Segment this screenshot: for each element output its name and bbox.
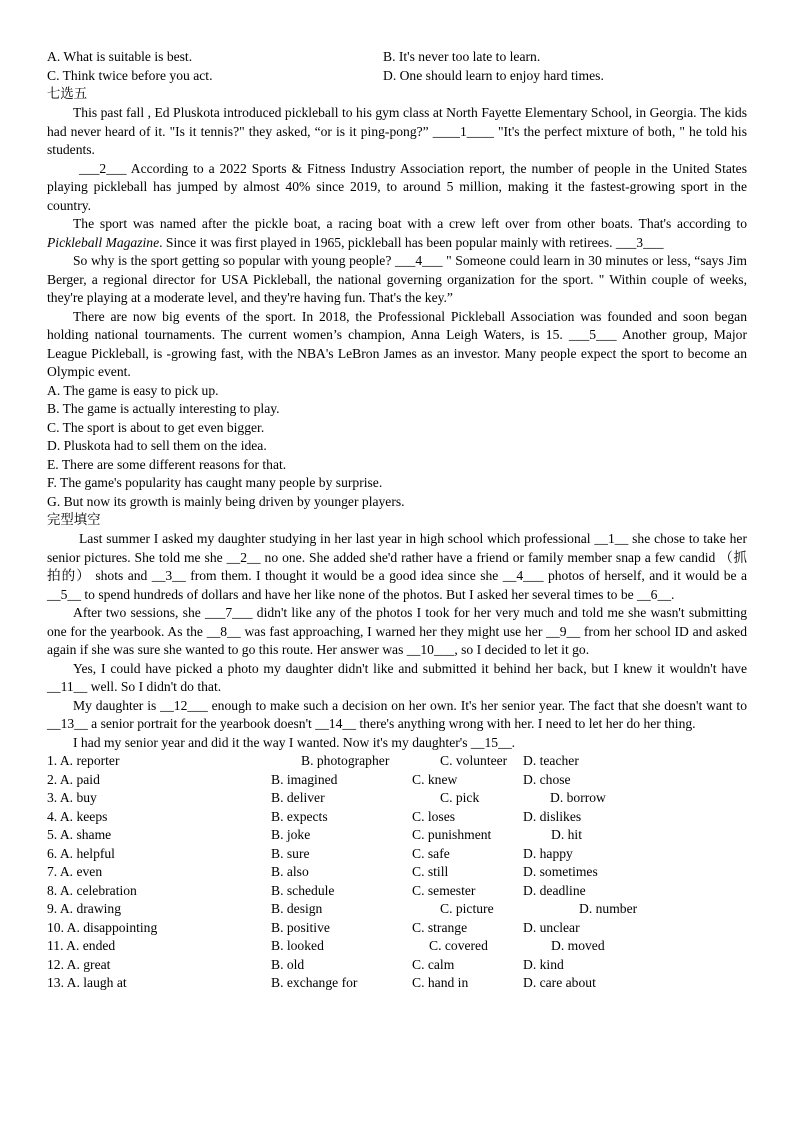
prev-options-row-1	[47, 48, 747, 67]
q1-option-b: B. photographer	[301, 753, 390, 768]
q5-option-a: 5. A. shame	[47, 827, 112, 842]
prev-option-b: B. It's never too late to learn.	[383, 49, 541, 64]
q8-option-a: 8. A. celebration	[47, 882, 137, 898]
question-row-4	[47, 808, 747, 827]
q8-option-c: C. semester	[412, 882, 476, 898]
option-f: F. The game's popularity has caught many people by surprise.	[47, 475, 383, 490]
q9-option-a: 9. A. drawing	[47, 901, 122, 916]
question-row-3	[47, 789, 747, 808]
option-c: C. The sport is about to get even bigger.	[47, 419, 265, 435]
question-row-5	[47, 826, 747, 845]
passage2-paragraph-3: Yes, I could have picked a photo my daughter didn't like and submitted it behind her back, but I knew it wouldn't have __11__ well. So I didn't do that.	[47, 660, 747, 694]
q8-option-b: B. schedule	[271, 882, 335, 898]
q13-option-a: 13. A. laugh at	[47, 975, 127, 990]
passage1-paragraph-3-text-a: The sport was named after the pickle boat, a racing boat with a crew left over from other boats. That's according to	[73, 216, 747, 231]
option-e: E. There are some different reasons for that.	[47, 456, 287, 472]
cloze-question-list	[47, 752, 747, 993]
q5-option-c: C. punishment	[412, 827, 492, 842]
passage1-paragraph-2: ___2___ According to a 2022 Sports & Fitness Industry Association report, the number of people in the United States playing pickleball has jumped by almost 40% since 2019, to around 5 million, making it the fastest-growing sport in the country.	[47, 160, 747, 213]
q7-option-b: B. also	[271, 864, 309, 879]
q12-option-a: 12. A. great	[47, 956, 111, 972]
question-row-12	[47, 956, 747, 975]
passage1-paragraph-5: There are now big events of the sport. In 2018, the Professional Pickleball Association was founded and soon began holding national tournaments. The current women’s champion, Anna Leigh Waters, is 15. ___5___ Another group, Major League Pickleball, is -growing fast, with the NBA's LeBron James as an investor. Many people expect the sport to become an Olympic event.	[47, 308, 747, 379]
q10-option-d: D. unclear	[523, 919, 580, 935]
q1-option-c: C. volunteer	[440, 753, 508, 768]
passage1-paragraph-4: So why is the sport getting so popular with young people? ___4___ " Someone could learn in 30 minutes or less, “says Jim Berger, a regional director for USA Pickleball, the national governing organization for the sport. " Within couple of weeks, they're playing at a moderate level, and they're having fun. That's the key.”	[47, 253, 747, 305]
question-row-8	[47, 882, 747, 901]
question-row-11	[47, 937, 747, 956]
q2-option-c: C. knew	[412, 771, 458, 787]
q5-option-b: B. joke	[271, 827, 311, 842]
q9-option-d: D. number	[579, 901, 638, 916]
q10-option-c: C. strange	[412, 919, 468, 935]
question-row-1	[47, 752, 747, 771]
q2-option-b: B. imagined	[271, 771, 338, 787]
q7-option-a: 7. A. even	[47, 864, 103, 879]
passage2-paragraph-5: I had my senior year and did it the way I wanted. Now it's my daughter's __15__.	[73, 734, 516, 750]
q2-option-d: D. chose	[523, 771, 571, 787]
question-row-6	[47, 845, 747, 864]
q4-option-c: C. loses	[412, 808, 456, 824]
option-b: B. The game is actually interesting to play.	[47, 401, 280, 416]
q8-option-d: D. deadline	[523, 882, 586, 898]
question-row-10	[47, 919, 747, 938]
q11-option-a: 11. A. ended	[47, 938, 116, 953]
magazine-title: Pickleball Magazine	[47, 234, 160, 250]
passage1-paragraph-3	[47, 215, 747, 252]
q3-option-c: C. pick	[440, 790, 480, 805]
q1-option-a: 1. A. reporter	[47, 753, 120, 768]
q9-option-c: C. picture	[440, 901, 494, 916]
q6-option-a: 6. A. helpful	[47, 845, 115, 861]
q12-option-c: C. calm	[412, 956, 455, 972]
q10-option-a: 10. A. disappointing	[47, 919, 158, 935]
q12-option-d: D. kind	[523, 956, 564, 972]
section-heading-cloze: 完型填空	[47, 513, 101, 528]
section-heading-seven-choose-five: 七选五	[47, 87, 88, 102]
q6-option-d: D. happy	[523, 845, 573, 861]
q1-option-d: D. teacher	[523, 753, 579, 768]
question-row-2	[47, 771, 747, 790]
option-a: A. The game is easy to pick up.	[47, 382, 219, 398]
q13-option-d: D. care about	[523, 975, 596, 990]
q3-option-a: 3. A. buy	[47, 790, 97, 805]
q4-option-d: D. dislikes	[523, 808, 582, 824]
option-g: G. But now its growth is mainly being driven by younger players.	[47, 493, 405, 509]
prev-option-a: A. What is suitable is best.	[47, 49, 193, 64]
q6-option-c: C. safe	[412, 845, 450, 861]
q7-option-c: C. still	[412, 864, 449, 879]
prev-option-c: C. Think twice before you act.	[47, 67, 213, 83]
option-d: D. Pluskota had to sell them on the idea.	[47, 438, 267, 453]
q6-option-b: B. sure	[271, 845, 310, 861]
q4-option-a: 4. A. keeps	[47, 808, 108, 824]
q13-option-c: C. hand in	[412, 975, 469, 990]
q4-option-b: B. expects	[271, 808, 328, 824]
passage2-paragraph-1: Last summer I asked my daughter studying in her last year in high school which professional __1__ she chose to take her senior pictures. She told me she __2__ no one. She added she'd rather have a friend or family member snap a few candid （抓拍的） shots and __3__ from them. I thought it would be a good idea since she __4___ photos of herself, and it would be a __5__ to spend hundreds of dollars and have her like none of the photos. But I asked her several times to be __6__.	[47, 531, 747, 602]
q12-option-b: B. old	[271, 956, 305, 972]
document-page	[47, 48, 747, 993]
passage1-paragraph-1: This past fall , Ed Pluskota introduced pickleball to his gym class at North Fayette Elementary School, in Georgia. The kids had never heard of it. "Is it tennis?" they asked, “or is it ping-pong?” ____1____ "It's the perfect mixture of both, " he told his students.	[47, 105, 747, 157]
prev-options-row-2	[47, 67, 747, 86]
q10-option-b: B. positive	[271, 919, 330, 935]
q11-option-d: D. moved	[551, 938, 605, 953]
question-row-7	[47, 863, 747, 882]
q11-option-b: B. looked	[271, 938, 324, 953]
q9-option-b: B. design	[271, 901, 323, 916]
prev-option-d: D. One should learn to enjoy hard times.	[383, 67, 604, 83]
passage2-paragraph-2: After two sessions, she ___7___ didn't like any of the photos I took for her very much and told me she wasn't submitting one for the yearbook. As the __8__ was fast approaching, I warned her they might use her __9__ from her school ID and asked again if she was sure she wanted to go this route. Her answer was __10___, so I decided to let it go.	[47, 605, 747, 657]
q3-option-b: B. deliver	[271, 790, 325, 805]
q5-option-d: D. hit	[551, 827, 582, 842]
q7-option-d: D. sometimes	[523, 864, 598, 879]
q3-option-d: D. borrow	[550, 790, 606, 805]
question-row-13	[47, 974, 747, 993]
q13-option-b: B. exchange for	[271, 975, 358, 990]
q11-option-c: C. covered	[429, 938, 488, 953]
passage2-paragraph-4: My daughter is __12___ enough to make such a decision on her own. It's her senior year. The fact that she doesn't want to __13__ a senior portrait for the yearbook doesn't __14__ there's anything wrong with her. I need to let her do her thing.	[47, 697, 747, 731]
question-row-9	[47, 900, 747, 919]
passage1-paragraph-3-text-b: . Since it was first played in 1965, pickleball has been popular mainly with retirees. ___3___	[159, 234, 664, 250]
q2-option-a: 2. A. paid	[47, 771, 100, 787]
